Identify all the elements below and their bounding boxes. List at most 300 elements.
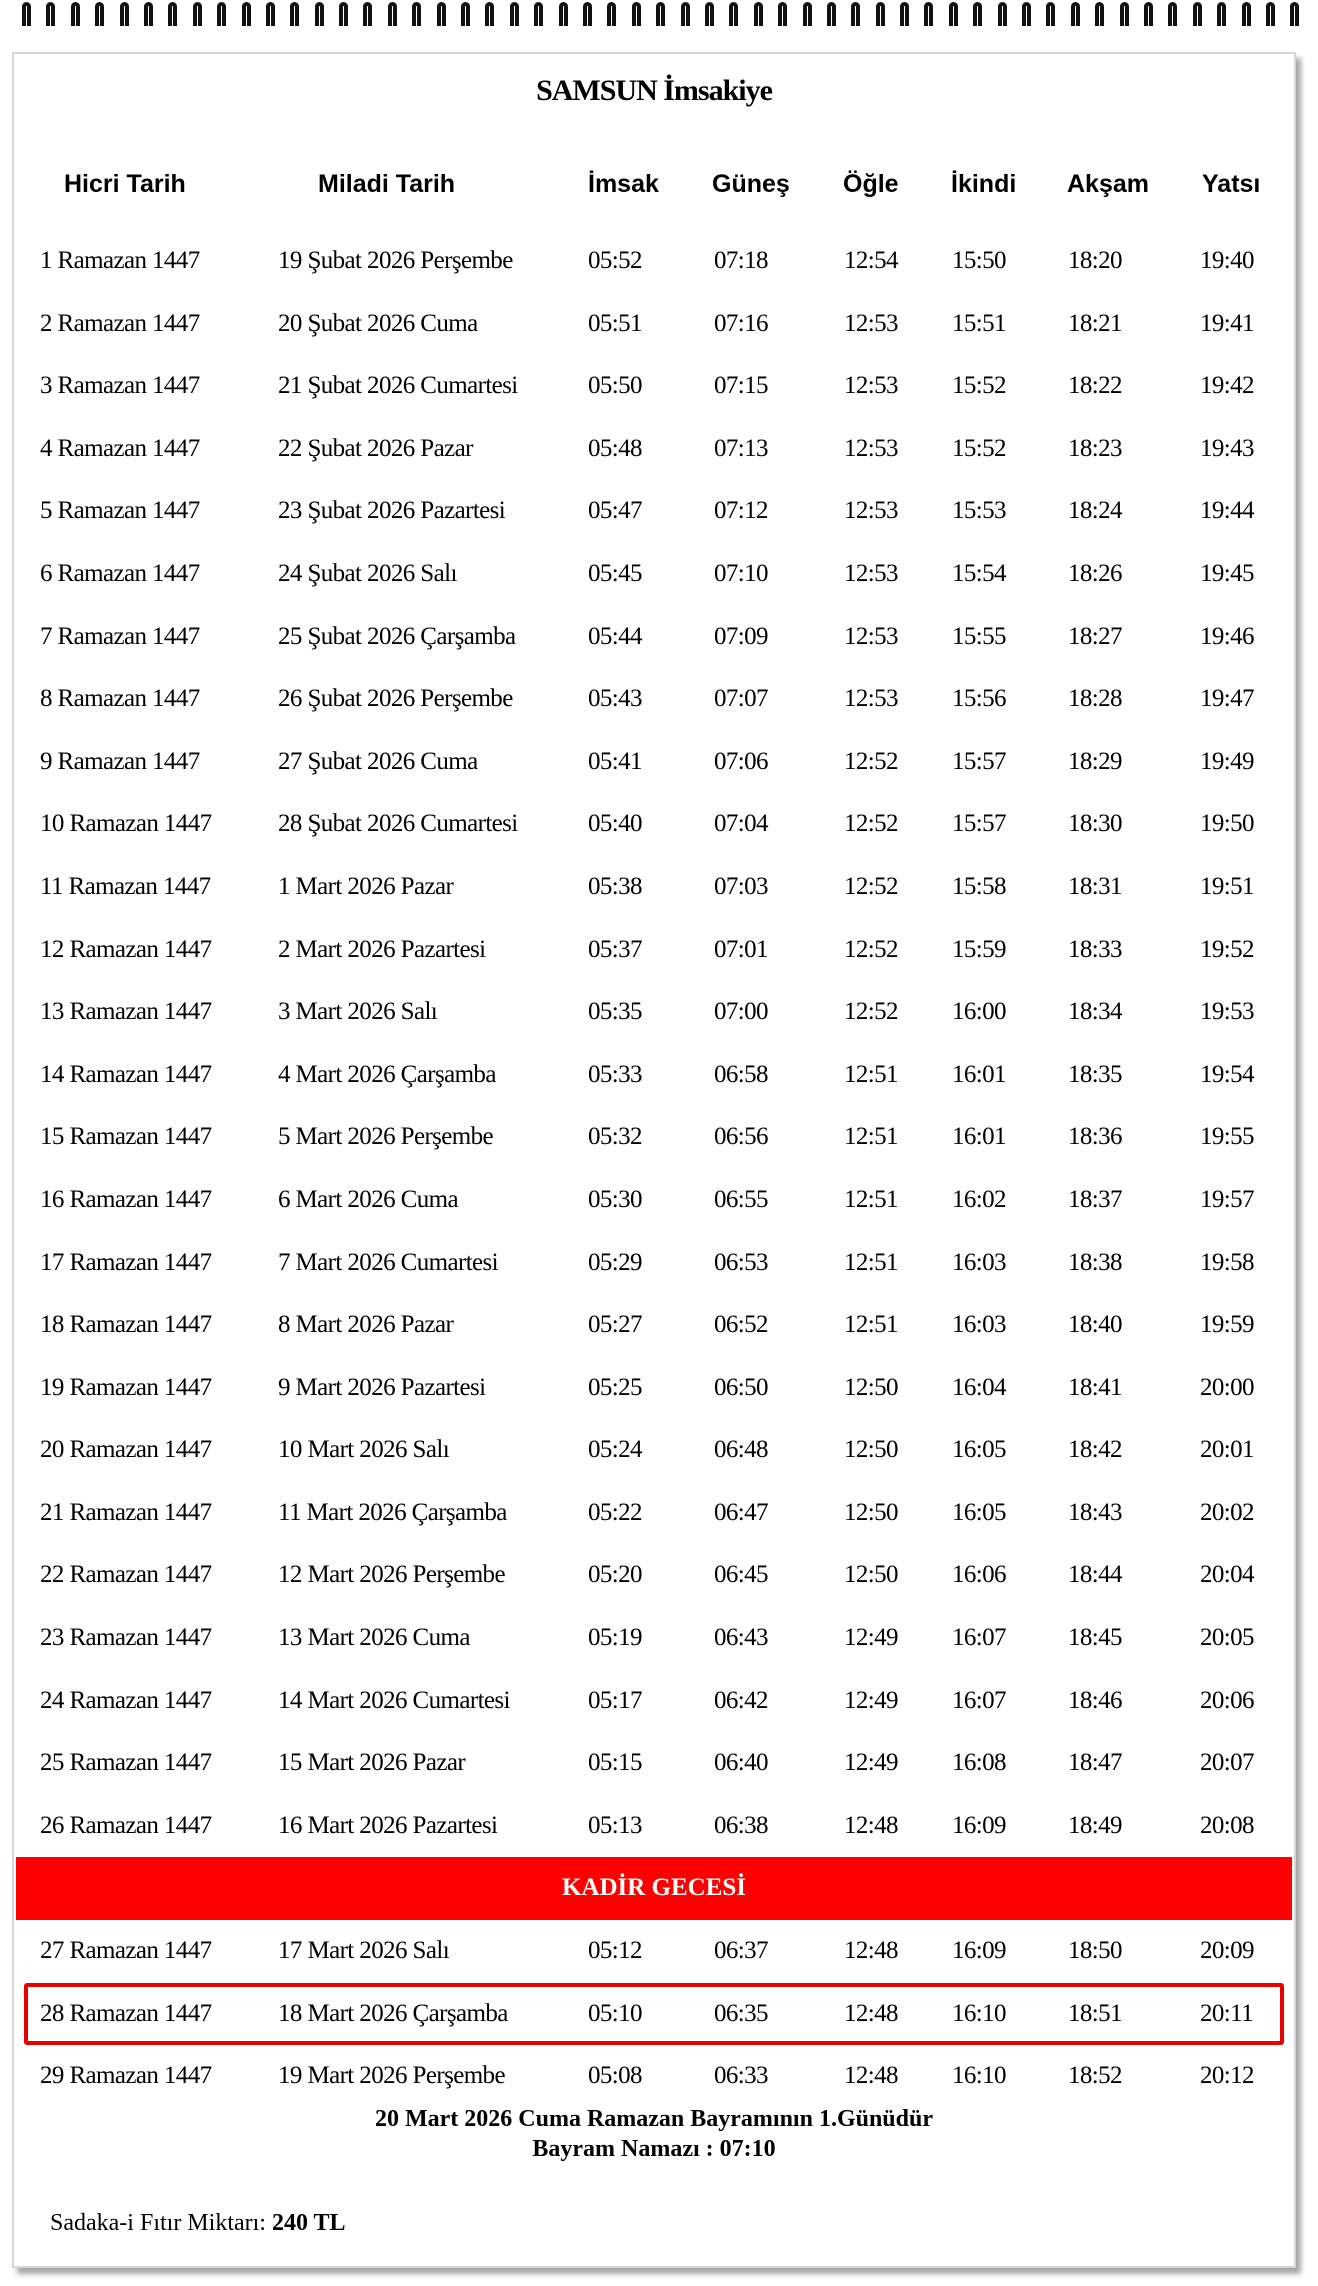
yatsi-cell: 19:45 <box>1200 559 1254 587</box>
binding-ring <box>1290 2 1299 26</box>
binding-ring <box>583 2 592 26</box>
binding-ring <box>754 2 763 26</box>
table-row <box>14 480 1294 543</box>
gunes-cell: 06:56 <box>714 1123 768 1151</box>
miladi-cell: 28 Şubat 2026 Cumartesi <box>278 810 518 838</box>
ogle-cell: 12:52 <box>844 810 898 838</box>
ikindi-cell: 15:52 <box>952 372 1006 400</box>
kadir-gecesi-banner: KADİR GECESİ <box>16 1857 1292 1920</box>
miladi-cell: 19 Mart 2026 Perşembe <box>278 2062 505 2090</box>
ikindi-cell: 16:09 <box>952 1811 1006 1839</box>
binding-ring <box>900 2 909 26</box>
imsak-cell: 05:15 <box>588 1749 642 1777</box>
aksam-cell: 18:30 <box>1068 810 1122 838</box>
yatsi-cell: 20:06 <box>1200 1686 1254 1714</box>
hicri-cell: 16 Ramazan 1447 <box>40 1185 212 1213</box>
aksam-cell: 18:44 <box>1068 1561 1122 1589</box>
imsak-cell: 05:32 <box>588 1123 642 1151</box>
ikindi-cell: 15:52 <box>952 434 1006 462</box>
miladi-cell: 18 Mart 2026 Çarşamba <box>278 1999 508 2027</box>
binding-ring <box>924 2 933 26</box>
gunes-cell: 06:42 <box>714 1686 768 1714</box>
table-row <box>14 1732 1294 1795</box>
miladi-cell: 24 Şubat 2026 Salı <box>278 559 457 587</box>
aksam-cell: 18:46 <box>1068 1686 1122 1714</box>
imsak-cell: 05:35 <box>588 998 642 1026</box>
sadaka-label: Sadaka-i Fıtır Miktarı: <box>50 2210 266 2236</box>
binding-ring <box>973 2 982 26</box>
gunes-cell: 06:50 <box>714 1373 768 1401</box>
miladi-cell: 9 Mart 2026 Pazartesi <box>278 1373 486 1401</box>
table-row <box>14 1419 1294 1482</box>
miladi-cell: 27 Şubat 2026 Cuma <box>278 747 478 775</box>
imsak-cell: 05:38 <box>588 872 642 900</box>
binding-ring <box>705 2 714 26</box>
aksam-cell: 18:35 <box>1068 1060 1122 1088</box>
yatsi-cell: 19:46 <box>1200 622 1254 650</box>
gunes-cell: 06:53 <box>714 1248 768 1276</box>
gunes-cell: 06:40 <box>714 1749 768 1777</box>
miladi-cell: 17 Mart 2026 Salı <box>278 1937 450 1965</box>
gunes-cell: 06:35 <box>714 1999 768 2027</box>
yatsi-cell: 20:01 <box>1200 1436 1254 1464</box>
ogle-cell: 12:52 <box>844 872 898 900</box>
miladi-cell: 6 Mart 2026 Cuma <box>278 1185 458 1213</box>
binding-ring <box>339 2 348 26</box>
table-row <box>14 856 1294 919</box>
ogle-cell: 12:51 <box>844 1123 898 1151</box>
binding-ring <box>681 2 690 26</box>
ogle-cell: 12:51 <box>844 1185 898 1213</box>
aksam-cell: 18:28 <box>1068 685 1122 713</box>
binding-ring <box>120 2 129 26</box>
ikindi-cell: 15:55 <box>952 622 1006 650</box>
binding-ring <box>1168 2 1177 26</box>
gunes-cell: 06:45 <box>714 1561 768 1589</box>
miladi-cell: 15 Mart 2026 Pazar <box>278 1749 466 1777</box>
yatsi-cell: 20:00 <box>1200 1373 1254 1401</box>
ikindi-cell: 15:51 <box>952 309 1006 337</box>
binding-ring <box>778 2 787 26</box>
yatsi-cell: 20:09 <box>1200 1937 1254 1965</box>
aksam-cell: 18:20 <box>1068 247 1122 274</box>
hicri-cell: 10 Ramazan 1447 <box>40 810 212 838</box>
yatsi-cell: 19:57 <box>1200 1185 1254 1213</box>
table-row <box>14 1357 1294 1420</box>
miladi-cell: 8 Mart 2026 Pazar <box>278 1311 454 1339</box>
yatsi-cell: 19:43 <box>1200 434 1254 462</box>
miladi-cell: 13 Mart 2026 Cuma <box>278 1624 470 1652</box>
imsak-cell: 05:37 <box>588 935 642 963</box>
ikindi-cell: 15:57 <box>952 810 1006 838</box>
imsak-cell: 05:52 <box>588 247 642 274</box>
header-aksam: Akşam <box>1067 170 1149 198</box>
ogle-cell: 12:52 <box>844 998 898 1026</box>
imsak-cell: 05:25 <box>588 1373 642 1401</box>
ogle-cell: 12:48 <box>844 1811 898 1839</box>
yatsi-cell: 19:54 <box>1200 1060 1254 1088</box>
aksam-cell: 18:47 <box>1068 1749 1122 1777</box>
table-row <box>14 1544 1294 1607</box>
ikindi-cell: 16:07 <box>952 1686 1006 1714</box>
ogle-cell: 12:48 <box>844 1937 898 1965</box>
aksam-cell: 18:43 <box>1068 1498 1122 1526</box>
imsak-cell: 05:40 <box>588 810 642 838</box>
hicri-cell: 15 Ramazan 1447 <box>40 1123 212 1151</box>
table-row <box>14 1482 1294 1545</box>
hicri-cell: 8 Ramazan 1447 <box>40 685 200 713</box>
ikindi-cell: 16:01 <box>952 1060 1006 1088</box>
table-row <box>14 1920 1294 1983</box>
imsak-cell: 05:27 <box>588 1311 642 1339</box>
gunes-cell: 07:06 <box>714 747 768 775</box>
miladi-cell: 1 Mart 2026 Pazar <box>278 872 454 900</box>
table-row <box>14 2045 1294 2108</box>
aksam-cell: 18:34 <box>1068 998 1122 1026</box>
hicri-cell: 26 Ramazan 1447 <box>40 1811 212 1839</box>
spiral-binding <box>22 0 1300 40</box>
ogle-cell: 12:53 <box>844 372 898 400</box>
gunes-cell: 06:37 <box>714 1937 768 1965</box>
header-gunes: Güneş <box>712 170 790 198</box>
hicri-cell: 12 Ramazan 1447 <box>40 935 212 963</box>
imsak-cell: 05:08 <box>588 2062 642 2090</box>
header-ogle: Öğle <box>843 170 899 198</box>
binding-ring <box>1071 2 1080 26</box>
header-yatsi: Yatsı <box>1202 170 1261 198</box>
header-miladi: Miladi Tarih <box>318 170 456 198</box>
gunes-cell: 06:55 <box>714 1185 768 1213</box>
hicri-cell: 3 Ramazan 1447 <box>40 372 200 400</box>
table-row <box>14 355 1294 418</box>
aksam-cell: 18:41 <box>1068 1373 1122 1401</box>
gunes-cell: 07:00 <box>714 998 768 1026</box>
binding-ring <box>315 2 324 26</box>
binding-ring <box>827 2 836 26</box>
ogle-cell: 12:50 <box>844 1498 898 1526</box>
yatsi-cell: 20:08 <box>1200 1811 1254 1839</box>
gunes-cell: 06:58 <box>714 1060 768 1088</box>
gunes-cell: 07:07 <box>714 685 768 713</box>
miladi-cell: 20 Şubat 2026 Cuma <box>278 309 478 337</box>
hicri-cell: 2 Ramazan 1447 <box>40 309 200 337</box>
table-row-highlighted <box>24 1983 1284 2046</box>
imsakiye-sheet <box>12 52 1296 2268</box>
ogle-cell: 12:49 <box>844 1749 898 1777</box>
yatsi-cell: 19:55 <box>1200 1123 1254 1151</box>
hicri-cell: 22 Ramazan 1447 <box>40 1561 212 1589</box>
imsak-cell: 05:45 <box>588 559 642 587</box>
table-row <box>14 418 1294 481</box>
binding-ring <box>1022 2 1031 26</box>
imsak-cell: 05:10 <box>588 1999 642 2027</box>
binding-ring <box>1266 2 1275 26</box>
table-row <box>14 1795 1294 1858</box>
hicri-cell: 17 Ramazan 1447 <box>40 1248 212 1276</box>
imsak-cell: 05:44 <box>588 622 642 650</box>
header-hicri: Hicri Tarih <box>64 170 186 198</box>
table-row <box>14 1232 1294 1295</box>
yatsi-cell: 19:52 <box>1200 935 1254 963</box>
binding-ring <box>217 2 226 26</box>
table-row <box>14 1607 1294 1670</box>
ikindi-cell: 16:03 <box>952 1311 1006 1339</box>
ikindi-cell: 15:59 <box>952 935 1006 963</box>
gunes-cell: 07:01 <box>714 935 768 963</box>
ogle-cell: 12:53 <box>844 309 898 337</box>
ogle-cell: 12:53 <box>844 559 898 587</box>
ikindi-cell: 16:07 <box>952 1624 1006 1652</box>
imsak-cell: 05:17 <box>588 1686 642 1714</box>
binding-ring <box>168 2 177 26</box>
imsak-cell: 05:33 <box>588 1060 642 1088</box>
hicri-cell: 27 Ramazan 1447 <box>40 1937 212 1965</box>
binding-ring <box>1193 2 1202 26</box>
table-row <box>14 1106 1294 1169</box>
yatsi-cell: 19:58 <box>1200 1248 1254 1276</box>
aksam-cell: 18:40 <box>1068 1311 1122 1339</box>
ikindi-cell: 16:10 <box>952 2062 1006 2090</box>
ogle-cell: 12:50 <box>844 1436 898 1464</box>
table-row <box>14 606 1294 669</box>
aksam-cell: 18:38 <box>1068 1248 1122 1276</box>
ogle-cell: 12:51 <box>844 1248 898 1276</box>
binding-ring <box>851 2 860 26</box>
miladi-cell: 19 Şubat 2026 Perşembe <box>278 247 513 274</box>
table-row <box>14 293 1294 356</box>
binding-ring <box>949 2 958 26</box>
gunes-cell: 07:03 <box>714 872 768 900</box>
hicri-cell: 13 Ramazan 1447 <box>40 998 212 1026</box>
miladi-cell: 10 Mart 2026 Salı <box>278 1436 450 1464</box>
imsak-cell: 05:41 <box>588 747 642 775</box>
yatsi-cell: 19:53 <box>1200 998 1254 1026</box>
binding-ring <box>461 2 470 26</box>
miladi-cell: 5 Mart 2026 Perşembe <box>278 1123 494 1151</box>
ogle-cell: 12:53 <box>844 685 898 713</box>
miladi-cell: 2 Mart 2026 Pazartesi <box>278 935 486 963</box>
imsak-cell: 05:13 <box>588 1811 642 1839</box>
imsak-cell: 05:51 <box>588 309 642 337</box>
miladi-cell: 16 Mart 2026 Pazartesi <box>278 1811 498 1839</box>
hicri-cell: 20 Ramazan 1447 <box>40 1436 212 1464</box>
ikindi-cell: 16:05 <box>952 1498 1006 1526</box>
miladi-cell: 11 Mart 2026 Çarşamba <box>278 1498 507 1526</box>
ogle-cell: 12:53 <box>844 622 898 650</box>
header-ikindi: İkindi <box>951 170 1017 198</box>
gunes-cell: 06:43 <box>714 1624 768 1652</box>
table-row <box>14 1294 1294 1357</box>
ikindi-cell: 15:53 <box>952 497 1006 525</box>
aksam-cell: 18:26 <box>1068 559 1122 587</box>
yatsi-cell: 19:59 <box>1200 1311 1254 1339</box>
sadaka-info <box>50 2210 346 2237</box>
imsak-cell: 05:50 <box>588 372 642 400</box>
binding-ring <box>22 2 31 26</box>
binding-ring <box>1046 2 1055 26</box>
table-body <box>14 230 1294 2108</box>
hicri-cell: 25 Ramazan 1447 <box>40 1749 212 1777</box>
hicri-cell: 28 Ramazan 1447 <box>40 1999 212 2027</box>
sadaka-value: 240 TL <box>271 2210 346 2236</box>
table-row <box>14 919 1294 982</box>
aksam-cell: 18:52 <box>1068 2062 1122 2090</box>
hicri-cell: 14 Ramazan 1447 <box>40 1060 212 1088</box>
table-row <box>14 668 1294 731</box>
gunes-cell: 07:04 <box>714 810 768 838</box>
binding-ring <box>388 2 397 26</box>
binding-ring <box>363 2 372 26</box>
bayram-namaz: Bayram Namazı : 07:10 <box>532 2136 776 2162</box>
ogle-cell: 12:51 <box>844 1311 898 1339</box>
hicri-cell: 9 Ramazan 1447 <box>40 747 200 775</box>
binding-ring <box>656 2 665 26</box>
ikindi-cell: 16:06 <box>952 1561 1006 1589</box>
aksam-cell: 18:27 <box>1068 622 1122 650</box>
table-row <box>14 1670 1294 1733</box>
binding-ring <box>729 2 738 26</box>
ogle-cell: 12:48 <box>844 1999 898 2027</box>
hicri-cell: 7 Ramazan 1447 <box>40 622 200 650</box>
binding-ring <box>1144 2 1153 26</box>
ogle-cell: 12:52 <box>844 935 898 963</box>
gunes-cell: 07:10 <box>714 559 768 587</box>
binding-ring <box>193 2 202 26</box>
table-row <box>14 1169 1294 1232</box>
yatsi-cell: 19:47 <box>1200 685 1254 713</box>
header-imsak: İmsak <box>588 170 659 198</box>
aksam-cell: 18:21 <box>1068 309 1122 337</box>
aksam-cell: 18:42 <box>1068 1436 1122 1464</box>
miladi-cell: 7 Mart 2026 Cumartesi <box>278 1248 499 1276</box>
ogle-cell: 12:53 <box>844 497 898 525</box>
aksam-cell: 18:33 <box>1068 935 1122 963</box>
binding-ring <box>510 2 519 26</box>
binding-ring <box>876 2 885 26</box>
miladi-cell: 4 Mart 2026 Çarşamba <box>278 1060 496 1088</box>
aksam-cell: 18:23 <box>1068 434 1122 462</box>
gunes-cell: 06:52 <box>714 1311 768 1339</box>
gunes-cell: 07:12 <box>714 497 768 525</box>
aksam-cell: 18:29 <box>1068 747 1122 775</box>
gunes-cell: 06:33 <box>714 2062 768 2090</box>
yatsi-cell: 19:50 <box>1200 810 1254 838</box>
imsak-cell: 05:48 <box>588 434 642 462</box>
yatsi-cell: 20:02 <box>1200 1498 1254 1526</box>
ikindi-cell: 16:10 <box>952 1999 1006 2027</box>
gunes-cell: 06:38 <box>714 1811 768 1839</box>
imsak-cell: 05:19 <box>588 1624 642 1652</box>
hicri-cell: 24 Ramazan 1447 <box>40 1686 212 1714</box>
binding-ring <box>437 2 446 26</box>
binding-ring <box>1095 2 1104 26</box>
aksam-cell: 18:50 <box>1068 1937 1122 1965</box>
gunes-cell: 07:15 <box>714 372 768 400</box>
binding-ring <box>412 2 421 26</box>
imsak-cell: 05:43 <box>588 685 642 713</box>
aksam-cell: 18:24 <box>1068 497 1122 525</box>
table-row <box>14 793 1294 856</box>
yatsi-cell: 20:12 <box>1200 2062 1254 2090</box>
table-row <box>14 230 1294 293</box>
yatsi-cell: 19:51 <box>1200 872 1254 900</box>
binding-ring <box>1217 2 1226 26</box>
hicri-cell: 21 Ramazan 1447 <box>40 1498 212 1526</box>
yatsi-cell: 19:40 <box>1200 247 1254 274</box>
hicri-cell: 6 Ramazan 1447 <box>40 559 200 587</box>
hicri-cell: 4 Ramazan 1447 <box>40 434 200 462</box>
ikindi-cell: 16:09 <box>952 1937 1006 1965</box>
yatsi-cell: 20:07 <box>1200 1749 1254 1777</box>
yatsi-cell: 19:42 <box>1200 372 1254 400</box>
miladi-cell: 14 Mart 2026 Cumartesi <box>278 1686 510 1714</box>
gunes-cell: 07:16 <box>714 309 768 337</box>
gunes-cell: 07:13 <box>714 434 768 462</box>
imsak-cell: 05:30 <box>588 1185 642 1213</box>
ikindi-cell: 16:03 <box>952 1248 1006 1276</box>
hicri-cell: 11 Ramazan 1447 <box>40 872 211 900</box>
miladi-cell: 12 Mart 2026 Perşembe <box>278 1561 505 1589</box>
ogle-cell: 12:51 <box>844 1060 898 1088</box>
imsak-cell: 05:20 <box>588 1561 642 1589</box>
table-row <box>14 1044 1294 1107</box>
yatsi-cell: 19:41 <box>1200 309 1254 337</box>
binding-ring <box>95 2 104 26</box>
ogle-cell: 12:50 <box>844 1373 898 1401</box>
bayram-date: 20 Mart 2026 Cuma Ramazan Bayramının 1.Günüdür <box>374 2106 934 2132</box>
miladi-cell: 26 Şubat 2026 Perşembe <box>278 685 513 713</box>
ogle-cell: 12:52 <box>844 747 898 775</box>
binding-ring <box>242 2 251 26</box>
binding-ring <box>534 2 543 26</box>
binding-ring <box>71 2 80 26</box>
ikindi-cell: 16:05 <box>952 1436 1006 1464</box>
yatsi-cell: 20:04 <box>1200 1561 1254 1589</box>
aksam-cell: 18:45 <box>1068 1624 1122 1652</box>
gunes-cell: 07:18 <box>714 247 768 274</box>
miladi-cell: 22 Şubat 2026 Pazar <box>278 434 473 462</box>
gunes-cell: 06:47 <box>714 1498 768 1526</box>
ikindi-cell: 16:04 <box>952 1373 1006 1401</box>
gunes-cell: 06:48 <box>714 1436 768 1464</box>
aksam-cell: 18:36 <box>1068 1123 1122 1151</box>
ikindi-cell: 15:57 <box>952 747 1006 775</box>
ikindi-cell: 16:00 <box>952 998 1006 1026</box>
table-row <box>14 731 1294 794</box>
aksam-cell: 18:37 <box>1068 1185 1122 1213</box>
miladi-cell: 3 Mart 2026 Salı <box>278 998 438 1026</box>
binding-ring <box>1120 2 1129 26</box>
ikindi-cell: 16:08 <box>952 1749 1006 1777</box>
hicri-cell: 18 Ramazan 1447 <box>40 1311 212 1339</box>
aksam-cell: 18:22 <box>1068 372 1122 400</box>
aksam-cell: 18:49 <box>1068 1811 1122 1839</box>
yatsi-cell: 19:49 <box>1200 747 1254 775</box>
ikindi-cell: 15:58 <box>952 872 1006 900</box>
binding-ring <box>290 2 299 26</box>
ikindi-cell: 16:01 <box>952 1123 1006 1151</box>
ogle-cell: 12:54 <box>844 247 898 274</box>
binding-ring <box>144 2 153 26</box>
imsak-cell: 05:29 <box>588 1248 642 1276</box>
ogle-cell: 12:49 <box>844 1686 898 1714</box>
ikindi-cell: 16:02 <box>952 1185 1006 1213</box>
aksam-cell: 18:31 <box>1068 872 1122 900</box>
imsak-cell: 05:22 <box>588 1498 642 1526</box>
binding-ring <box>607 2 616 26</box>
hicri-cell: 29 Ramazan 1447 <box>40 2062 212 2090</box>
imsak-cell: 05:12 <box>588 1937 642 1965</box>
